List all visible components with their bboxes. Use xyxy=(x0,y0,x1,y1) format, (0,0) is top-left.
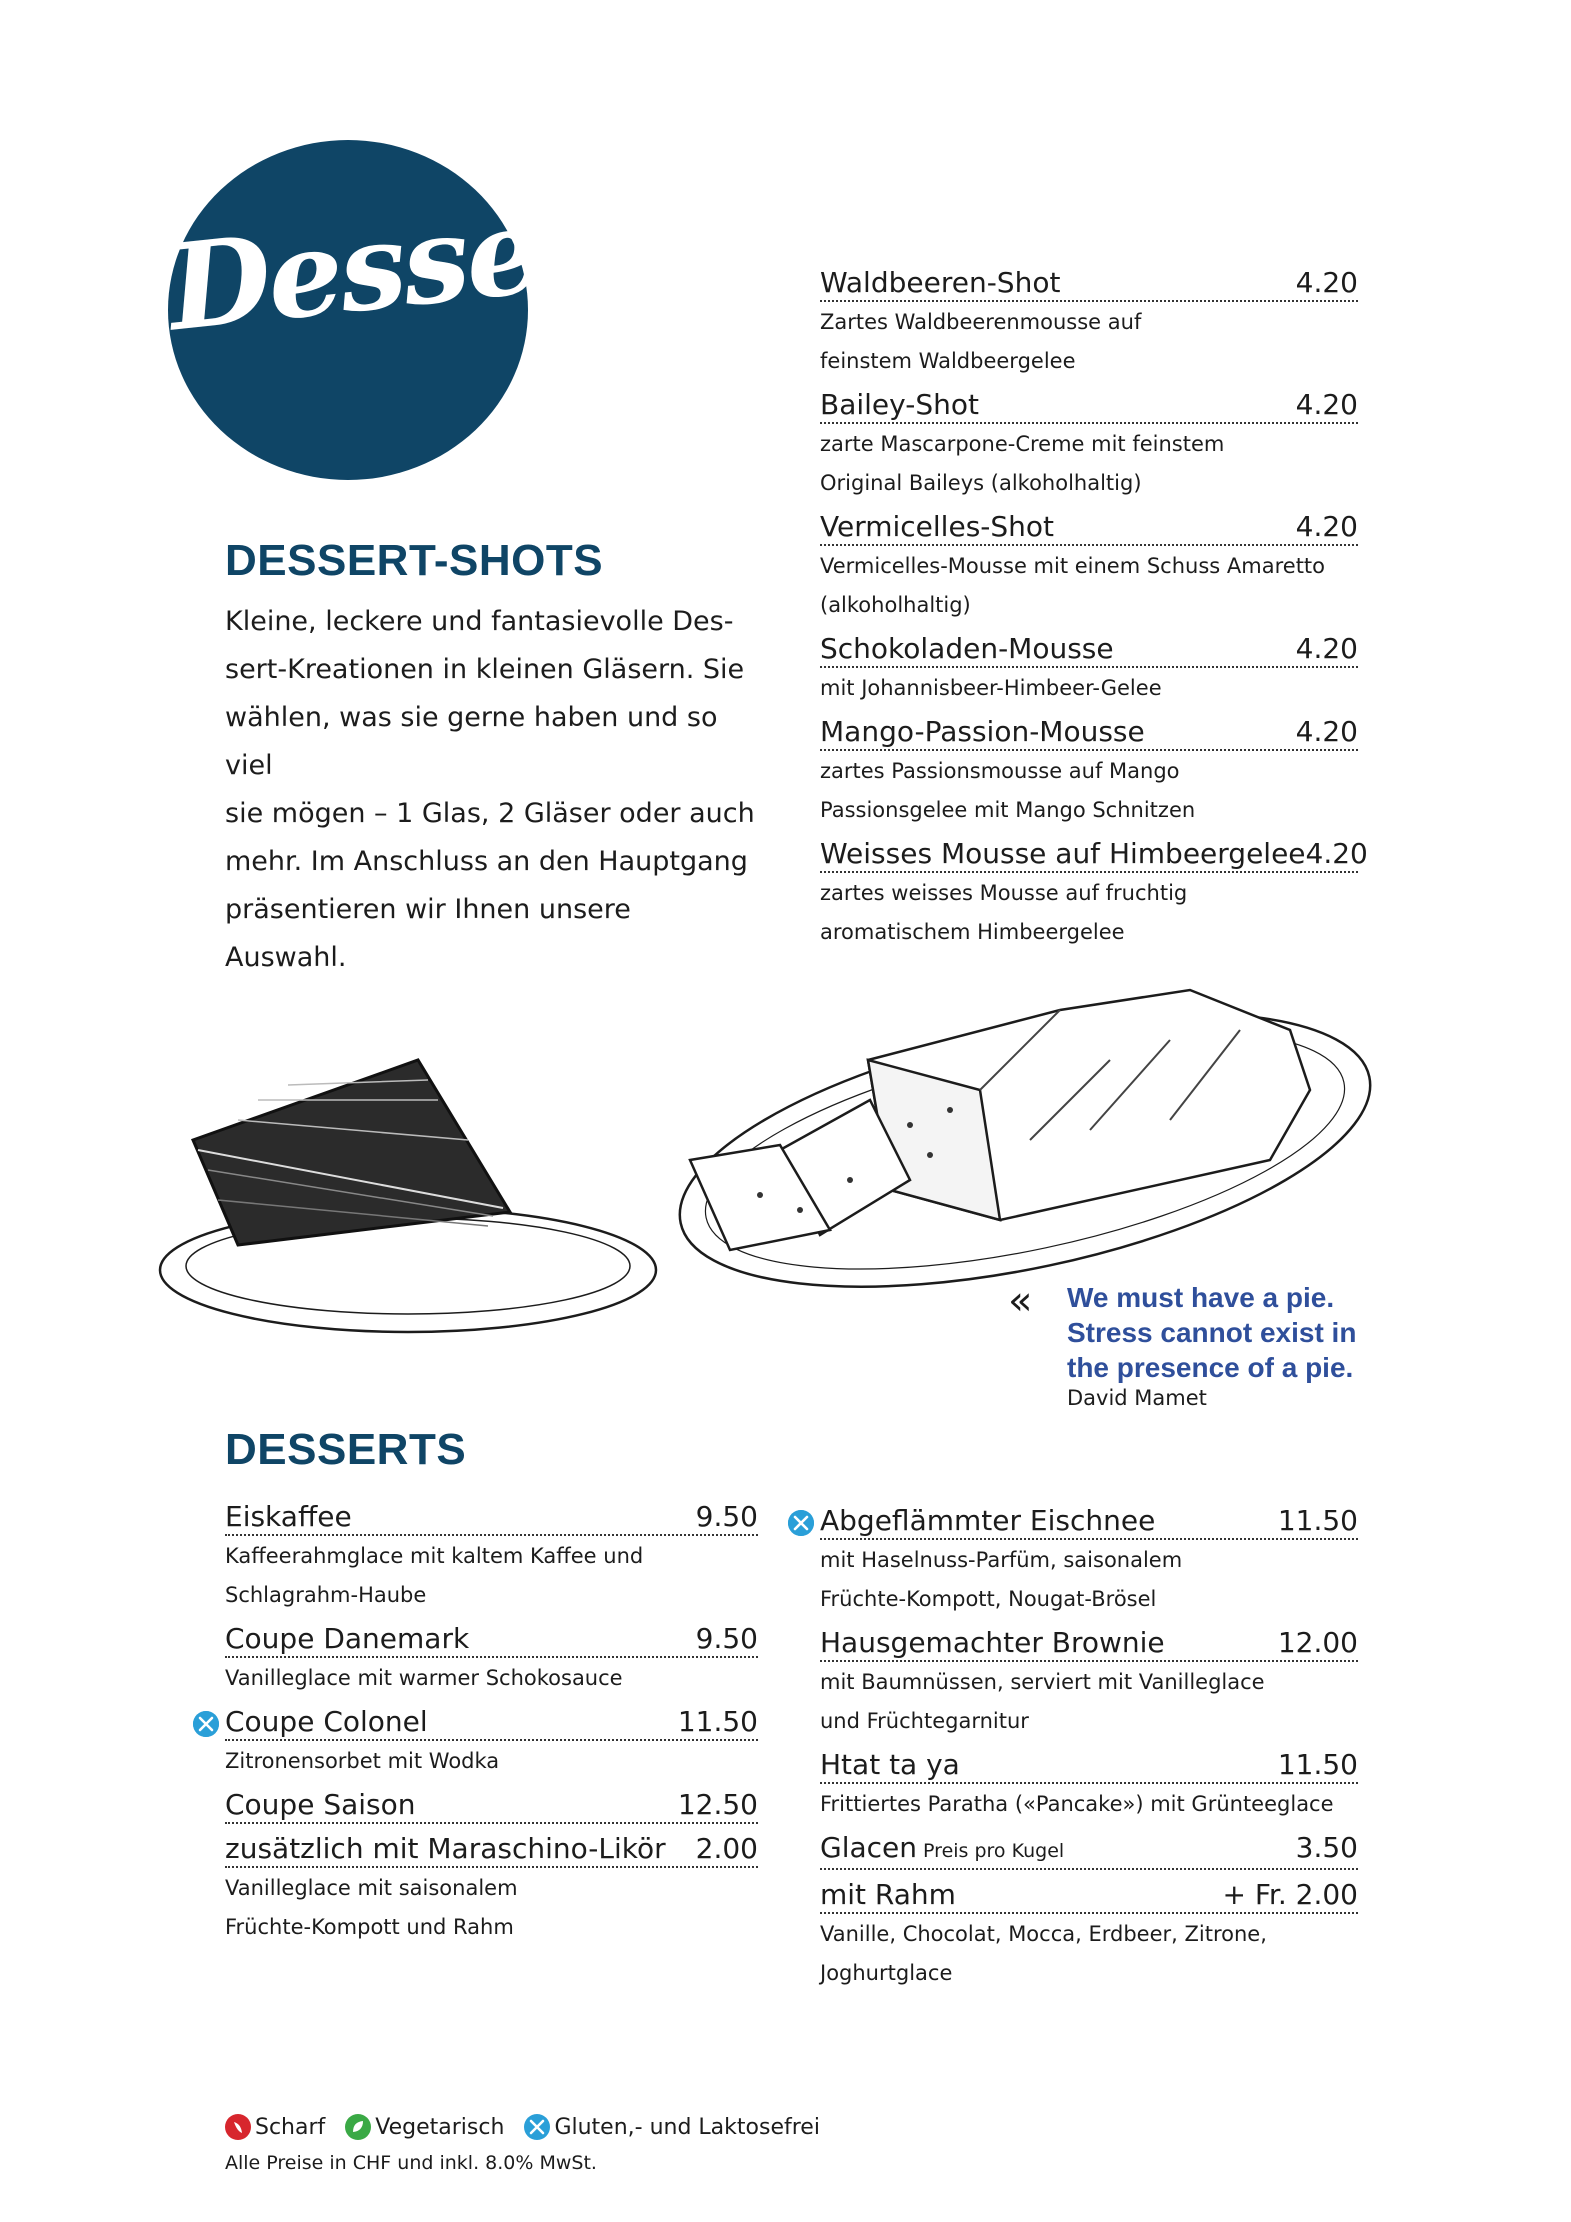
menu-item-description: Vanilleglace mit warmer Schokosauce xyxy=(225,1666,623,1690)
intro-line: Kleine, leckere und fantasievolle Des- xyxy=(225,606,734,637)
menu-item-name-group xyxy=(820,1878,956,1912)
menu-item xyxy=(820,632,1358,707)
menu-item-header xyxy=(820,266,1358,302)
legend-item xyxy=(345,2114,504,2140)
menu-item-description: Kaffeerahmglace mit kaltem Kaffee und xyxy=(225,1544,644,1568)
menu-item-price: + Fr. 2.00 xyxy=(1222,1878,1358,1911)
menu-item-description: Zitronensorbet mit Wodka xyxy=(225,1749,500,1773)
menu-item-name: Hausgemachter Brownie xyxy=(820,1626,1165,1659)
menu-item xyxy=(225,1788,758,1824)
menu-item-name-group xyxy=(820,1748,960,1782)
chili-icon xyxy=(225,2114,251,2140)
menu-item-name: mit Rahm xyxy=(820,1878,956,1911)
menu-item-note: Preis pro Kugel xyxy=(917,1840,1065,1862)
menu-item-name: Schokoladen-Mousse xyxy=(820,632,1114,665)
menu-item-price: 11.50 xyxy=(1277,1504,1358,1537)
menu-item-description: aromatischem Himbeergelee xyxy=(820,920,1125,944)
legend-item xyxy=(225,2114,325,2140)
quote-text xyxy=(1067,1280,1387,1385)
quote-mark: « xyxy=(1008,1278,1033,1324)
menu-item-name-group xyxy=(225,1500,352,1534)
menu-item-price: 9.50 xyxy=(695,1622,758,1655)
menu-item-price: 4.20 xyxy=(1295,266,1358,299)
menu-item-description: feinstem Waldbeergelee xyxy=(820,349,1076,373)
menu-item-name-group xyxy=(820,266,1060,300)
no-wheat-icon xyxy=(524,2114,550,2140)
menu-item-name: Mango-Passion-Mousse xyxy=(820,715,1145,748)
quote-line: We must have a pie. xyxy=(1067,1282,1335,1313)
menu-item-name-group xyxy=(820,388,979,422)
gluten-lactose-free-icon xyxy=(788,1510,814,1536)
menu-item-name-group xyxy=(225,1832,666,1866)
menu-item-description: Früchte-Kompott, Nougat-Brösel xyxy=(820,1587,1157,1611)
menu-item-name: zusätzlich mit Maraschino-Likör xyxy=(225,1832,666,1865)
menu-item-name-group xyxy=(225,1622,469,1656)
menu-item-header xyxy=(820,715,1358,751)
menu-item-description: Zartes Waldbeerenmousse auf xyxy=(820,310,1142,334)
menu-item-header xyxy=(820,1748,1358,1784)
menu-item-name-group xyxy=(820,510,1054,544)
menu-item-description: zartes Passionsmousse auf Mango xyxy=(820,759,1180,783)
menu-item-price: 3.50 xyxy=(1295,1831,1358,1864)
menu-item-header xyxy=(820,388,1358,424)
intro-line: präsentieren wir Ihnen unsere Auswahl. xyxy=(225,894,631,973)
menu-item-price: 4.20 xyxy=(1295,510,1358,543)
section-title-dessert-shots: DESSERT-SHOTS xyxy=(225,536,604,585)
intro-line: sert-Kreationen in kleinen Gläsern. Sie xyxy=(225,654,745,685)
menu-item-header xyxy=(225,1500,758,1536)
legend-label: Vegetarisch xyxy=(375,2114,505,2140)
quote-author: David Mamet xyxy=(1067,1386,1207,1410)
menu-item-description: mit Haselnuss-Parfüm, saisonalem xyxy=(820,1548,1183,1572)
intro-line: mehr. Im Anschluss an den Hauptgang xyxy=(225,846,748,877)
menu-item-price: 12.50 xyxy=(677,1788,758,1821)
menu-item-name: Abgeflämmter Eischnee xyxy=(820,1504,1156,1537)
menu-item-name: Htat ta ya xyxy=(820,1748,960,1781)
loaf-cake-illustration xyxy=(650,950,1395,1295)
menu-item-name: Weisses Mousse auf Himbeergelee xyxy=(820,837,1306,870)
menu-item-price: 11.50 xyxy=(677,1705,758,1738)
menu-item-price: 4.20 xyxy=(1295,632,1358,665)
menu-item-description: und Früchtegarnitur xyxy=(820,1709,1029,1733)
desserts-right-list xyxy=(820,1504,1358,1992)
menu-item-name-group xyxy=(820,715,1145,749)
intro-line: wählen, was sie gerne haben und so viel xyxy=(225,702,718,781)
menu-item xyxy=(820,1878,1358,1992)
menu-item-name: Coupe Saison xyxy=(225,1788,416,1821)
section-title-desserts: DESSERTS xyxy=(225,1425,467,1474)
menu-item-description: Original Baileys (alkoholhaltig) xyxy=(820,471,1142,495)
menu-item-description: zartes weisses Mousse auf fruchtig xyxy=(820,881,1188,905)
menu-item-description: (alkoholhaltig) xyxy=(820,593,971,617)
menu-item-header xyxy=(225,1622,758,1658)
menu-item-name-group xyxy=(820,632,1114,666)
menu-item-header xyxy=(225,1705,758,1741)
menu-item-name: Bailey-Shot xyxy=(820,388,979,421)
menu-item-name-group xyxy=(820,1626,1165,1660)
menu-item-header xyxy=(820,1878,1358,1914)
menu-item-name: Coupe Danemark xyxy=(225,1622,470,1655)
menu-item-header xyxy=(225,1832,758,1868)
menu-item-price: 12.00 xyxy=(1277,1626,1358,1659)
menu-item-name-group xyxy=(820,1831,1064,1868)
menu-item-name-group xyxy=(225,1705,428,1739)
intro-line: sie mögen – 1 Glas, 2 Gläser oder auch xyxy=(225,798,755,829)
menu-item-price: 11.50 xyxy=(1277,1748,1358,1781)
menu-item xyxy=(820,510,1358,624)
price-note: Alle Preise in CHF und inkl. 8.0% MwSt. xyxy=(225,2152,597,2174)
menu-item-name: Waldbeeren-Shot xyxy=(820,266,1061,299)
menu-item-description: Frittiertes Paratha («Pancake») mit Grünteeglace xyxy=(820,1792,1334,1816)
quote-line: the presence of a pie. xyxy=(1067,1352,1354,1383)
menu-item-description: mit Baumnüssen, serviert mit Vanilleglace xyxy=(820,1670,1265,1694)
menu-item-description: Joghurtglace xyxy=(820,1961,953,1985)
menu-item-description: Passionsgelee mit Mango Schnitzen xyxy=(820,798,1196,822)
menu-item xyxy=(820,715,1358,829)
menu-item xyxy=(820,1626,1358,1740)
menu-item-header xyxy=(820,1626,1358,1662)
menu-item-description: Vanille, Chocolat, Mocca, Erdbeer, Zitrone, xyxy=(820,1922,1267,1946)
logo-title: Dessert xyxy=(161,168,655,358)
menu-item-description: Schlagrahm-Haube xyxy=(225,1583,427,1607)
pie-slice-illustration xyxy=(138,1040,658,1340)
menu-item-header xyxy=(225,1788,758,1824)
menu-item-header xyxy=(820,1831,1358,1870)
menu-item-description: Früchte-Kompott und Rahm xyxy=(225,1915,514,1939)
menu-item-name: Vermicelles-Shot xyxy=(820,510,1055,543)
leaf-icon xyxy=(345,2114,371,2140)
menu-item-price: 2.00 xyxy=(695,1832,758,1865)
gluten-lactose-free-icon xyxy=(193,1711,219,1737)
quote-line: Stress cannot exist in xyxy=(1067,1317,1357,1348)
menu-item-name: Eiskaffee xyxy=(225,1500,352,1533)
menu-item-price: 4.20 xyxy=(1295,715,1358,748)
menu-item-name: Coupe Colonel xyxy=(225,1705,428,1738)
diet-legend xyxy=(225,2114,834,2140)
menu-item-description: Vanilleglace mit saisonalem xyxy=(225,1876,518,1900)
menu-item xyxy=(820,388,1358,502)
menu-item xyxy=(820,1748,1358,1823)
menu-item xyxy=(820,837,1368,951)
menu-item xyxy=(225,1832,758,1946)
legend-item xyxy=(524,2114,820,2140)
menu-item-header xyxy=(820,632,1358,668)
menu-item xyxy=(820,1504,1358,1618)
menu-item-description: Vermicelles-Mousse mit einem Schuss Amaretto xyxy=(820,554,1326,578)
menu-item xyxy=(820,266,1358,380)
menu-item-price: 9.50 xyxy=(695,1500,758,1533)
menu-item-price: 4.20 xyxy=(1295,388,1358,421)
menu-item xyxy=(225,1622,758,1697)
menu-item-price: 4.20 xyxy=(1305,837,1368,870)
menu-item xyxy=(225,1500,758,1614)
menu-item xyxy=(820,1831,1358,1870)
legend-label: Scharf xyxy=(255,2114,326,2140)
menu-item xyxy=(225,1705,758,1780)
menu-item-name-group xyxy=(225,1788,416,1822)
legend-label: Gluten,- und Laktosefrei xyxy=(554,2114,820,2140)
menu-item-header xyxy=(820,837,1368,873)
menu-item-name-group xyxy=(820,837,1306,871)
menu-item-header xyxy=(820,510,1358,546)
menu-item-header xyxy=(820,1504,1358,1540)
menu-item-description: zarte Mascarpone-Creme mit feinstem xyxy=(820,432,1225,456)
menu-item-name: Glacen xyxy=(820,1831,918,1864)
desserts-left-list xyxy=(225,1500,758,1946)
menu-item-name-group xyxy=(820,1504,1155,1538)
shots-list xyxy=(820,266,1368,951)
shots-intro xyxy=(225,598,760,982)
menu-item-description: mit Johannisbeer-Himbeer-Gelee xyxy=(820,676,1162,700)
